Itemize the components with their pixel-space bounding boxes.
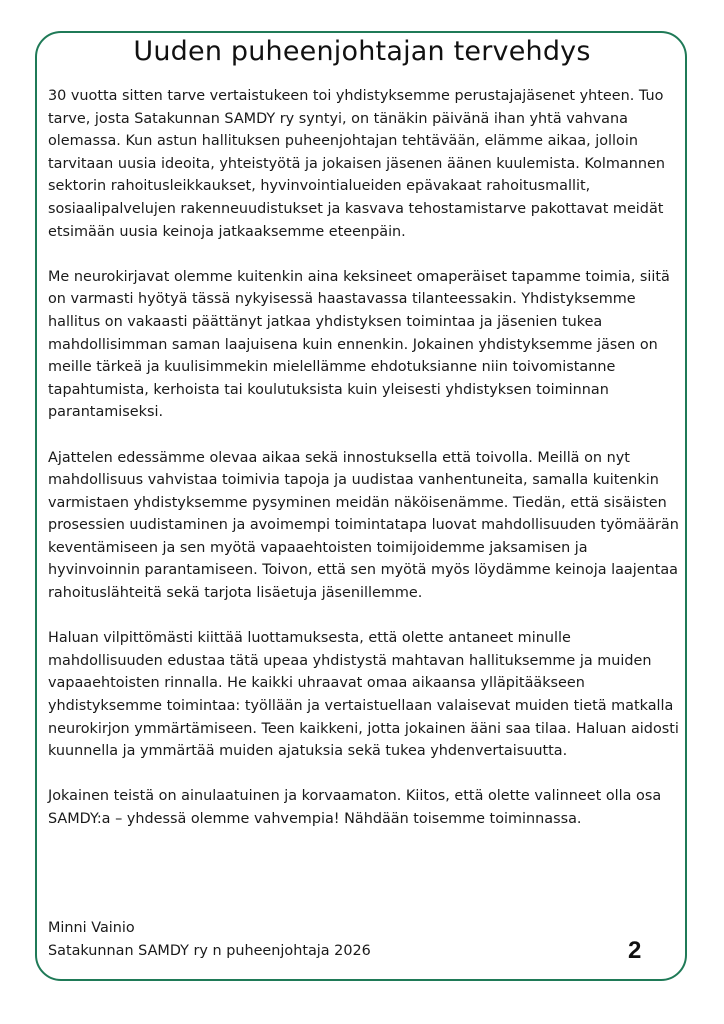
signature-name: Minni Vainio bbox=[48, 920, 135, 936]
signature-role: Satakunnan SAMDY ry n puheenjohtaja 2026 bbox=[48, 942, 371, 959]
paragraph-5: Jokainen teistä on ainulaatuinen ja korvaamaton. Kiitos, että olette valinneet olla osa SAMDY:a – yhdessä olemme vahvempia! Nähdään toisemme toiminnassa. bbox=[48, 788, 662, 827]
paragraph-3: Ajattelen edessämme olevaa aikaa sekä innostuksella että toivolla. Meillä on nyt mahdollisuus vahvistaa toimivia tapoja ja uudistaa vanhentuneita, samalla kuitenkin varmistaen yhdistyksemme pysyminen meidän näköisenämme. Tiedän, että sisäisten prosessien uudistaminen ja avoimempi toimintatapa luovat mahdollisuuden työmäärän keventämiseen ja sen myötä vapaaehtoisten toimijoidemme jaksamisen ja hyvinvoinnin parantamiseen. Toivon, että sen myötä myös löydämme keinoja laajentaa rahoituslähteitä sekä tarjota lisäetuja jäsenillemme. bbox=[48, 449, 679, 602]
paragraph-4: Haluan vilpittömästi kiittää luottamuksesta, että olette antaneet minulle mahdollisuuden edustaa tätä upeaa yhdistystä mahtavan hallituksemme ja muiden vapaaehtoisten rinnalla. He kaikki uhraavat omaa aikaansa ylläpitääkseen yhdistyksemme toimintaa: työllään ja vertaistuellaan valaisevat muiden tietä matkalla neurokirjon ymmärtämiseen. Teen kaikkeni, jotta jokainen ääni saa tilaa. Haluan aidosti kuunnella ja ymmärtää muiden ajatuksia sekä tukea yhdenvertaisuutta. bbox=[48, 630, 679, 760]
signature-block bbox=[48, 917, 371, 962]
paragraph-1: 30 vuotta sitten tarve vertaistukeen toi yhdistyksemme perustajajäsenet yhteen. Tuo tarve, josta Satakunnan SAMDY ry syntyi, on tänäkin päivänä ihan yhtä vahvana olemassa. Kun astun hallituksen puheenjohtajan tehtävään, elämme aikaa, jolloin tarvitaan uusia ideoita, yhteistyötä ja jokaisen jäsenen äänen kuulemista. Kolmannen sektorin rahoitusleikkaukset, hyvinvointialueiden epävakaat rahoitusmallit, sosiaalipalvelujen rakenneuudistukset ja kasvava tehostamistarve pakottavat meidät etsimään uusia keinoja jatkaaksemme eteenpäin. bbox=[48, 88, 665, 240]
page-title: Uuden puheenjohtajan tervehdys bbox=[133, 36, 591, 67]
page-number: 2 bbox=[628, 937, 642, 964]
letter-body bbox=[48, 85, 680, 853]
paragraph-2: Me neurokirjavat olemme kuitenkin aina keksineet omaperäiset tapamme toimia, siitä on varmasti hyötyä tässä nykyisessä haastavassa tilanteessakin. Yhdistyksemme hallitus on vakaasti päättänyt jatkaa yhdistyksen toimintaa ja jäsenien tukea mahdollisimman saman laajuisena kuin ennenkin. Jokainen yhdistyksemme jäsen on meille tärkeä ja kuulisimmekin mielellämme ehdotuksianne niin toivomistanne tapahtumista, kerhoista tai koulutuksista kuin yleisesti yhdistyksen toiminnan parantamiseksi. bbox=[48, 268, 670, 421]
